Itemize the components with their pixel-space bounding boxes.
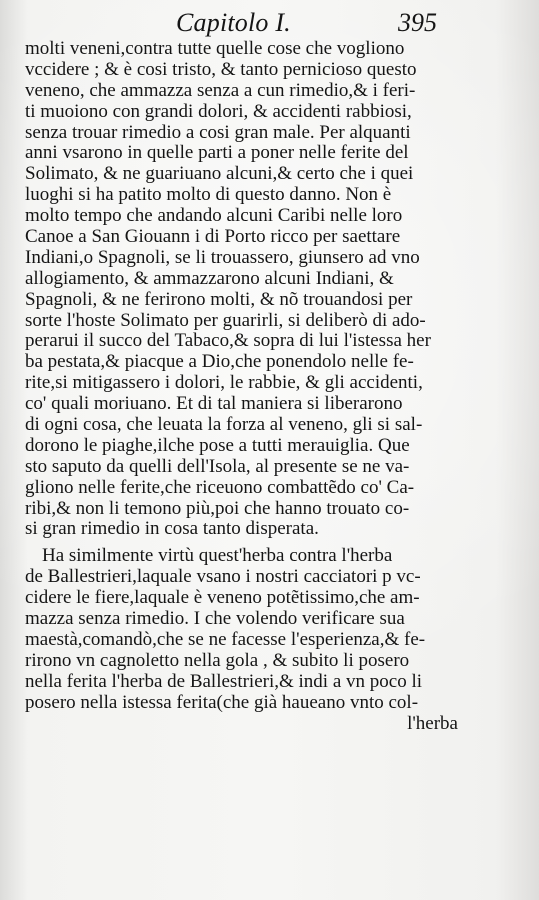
text-line: rirono vn cagnoletto nella gola , & subito li posero: [25, 649, 410, 671]
text-line: mazza senza rimedio. I che volendo verificare sua: [25, 608, 405, 630]
text-line: posero nella istessa ferita(che già haueano vnto col-: [25, 691, 419, 713]
text-line: gliono nelle ferite,che riceuono combattẽdo co' Ca-: [25, 476, 415, 498]
text-line: nella ferita l'herba de Ballestrieri,& indi a vn poco li: [25, 670, 423, 692]
text-line: co' quali moriuano. Et di tal maniera si liberarono: [25, 393, 403, 415]
text-line: veneno, che ammazza senza a cun rimedio,& i feri-: [25, 79, 416, 101]
text-line: senza trouar rimedio a cosi gran male. Per alquanti: [25, 121, 411, 143]
text-line: cidere le fiere,laquale è veneno potẽtissimo,che am-: [25, 587, 420, 609]
text-line: rite,si mitigassero i dolori, le rabbie, & gli accidenti,: [25, 372, 423, 394]
text-line: luoghi si ha patito molto di questo danno. Non è: [25, 184, 392, 206]
text-line: perarui il succo del Tabaco,& sopra di lui l'istessa her: [25, 330, 431, 352]
text-line: di ogni cosa, che leuata la forza al veneno, gli si sal-: [25, 414, 423, 436]
text-line: Canoe a San Giouann i di Porto ricco per saettare: [25, 226, 401, 248]
text-line: dorono le piaghe,ilche pose a tutti merauiglia. Que: [25, 434, 410, 456]
text-line: Ha similmente virtù quest'herba contra l'herba: [42, 545, 393, 567]
paragraph: [25, 546, 470, 713]
text-line: si gran rimedio in cosa tanto disperata.: [25, 518, 319, 540]
text-line: sorte l'hoste Solimato per guarirli, si deliberò di ado-: [25, 309, 426, 331]
page-header: [0, 7, 539, 39]
text-line: allogiamento, & ammazzarono alcuni Indiani, &: [25, 267, 394, 289]
text-line: de Ballestrieri,laquale vsano i nostri cacciatori p vc-: [25, 566, 421, 588]
text-line: vccidere ; & è cosi tristo, & tanto pernicioso questo: [25, 58, 417, 80]
text-line: Solimato, & ne guariuano alcuni,& certo che i quei: [25, 163, 414, 185]
text-line: ribi,& non li temono più,poi che hanno trouato co-: [25, 497, 410, 519]
text-line: sto saputo da quelli dell'Isola, al presente se ne va-: [25, 455, 410, 477]
text-line: molti veneni,contra tutte quelle cose che vogliono: [25, 38, 405, 59]
text-line: maestà,comandò,che se ne facesse l'esperienza,& fe-: [25, 628, 426, 650]
page-number: 395: [398, 8, 437, 37]
text-line: ti muoiono con grandi dolori, & accidenti rabbiosi,: [25, 100, 412, 122]
body-text: [25, 39, 470, 734]
running-head: Capitolo I.: [176, 8, 291, 37]
text-line: Spagnoli, & ne ferirono molti, & nõ trouandosi per: [25, 288, 413, 310]
text-line: ba pestata,& piacque a Dio,che ponendolo nelle fe-: [25, 351, 414, 373]
text-line: anni vsarono in quelle parti a poner nelle ferite del: [25, 142, 409, 164]
paragraph: [25, 39, 470, 540]
catchword: l'herba: [407, 712, 458, 734]
text-line: molto tempo che andando alcuni Caribi nelle loro: [25, 205, 403, 227]
text-line: Indiani,o Spagnoli, se li trouassero, giunsero ad vno: [25, 246, 420, 268]
